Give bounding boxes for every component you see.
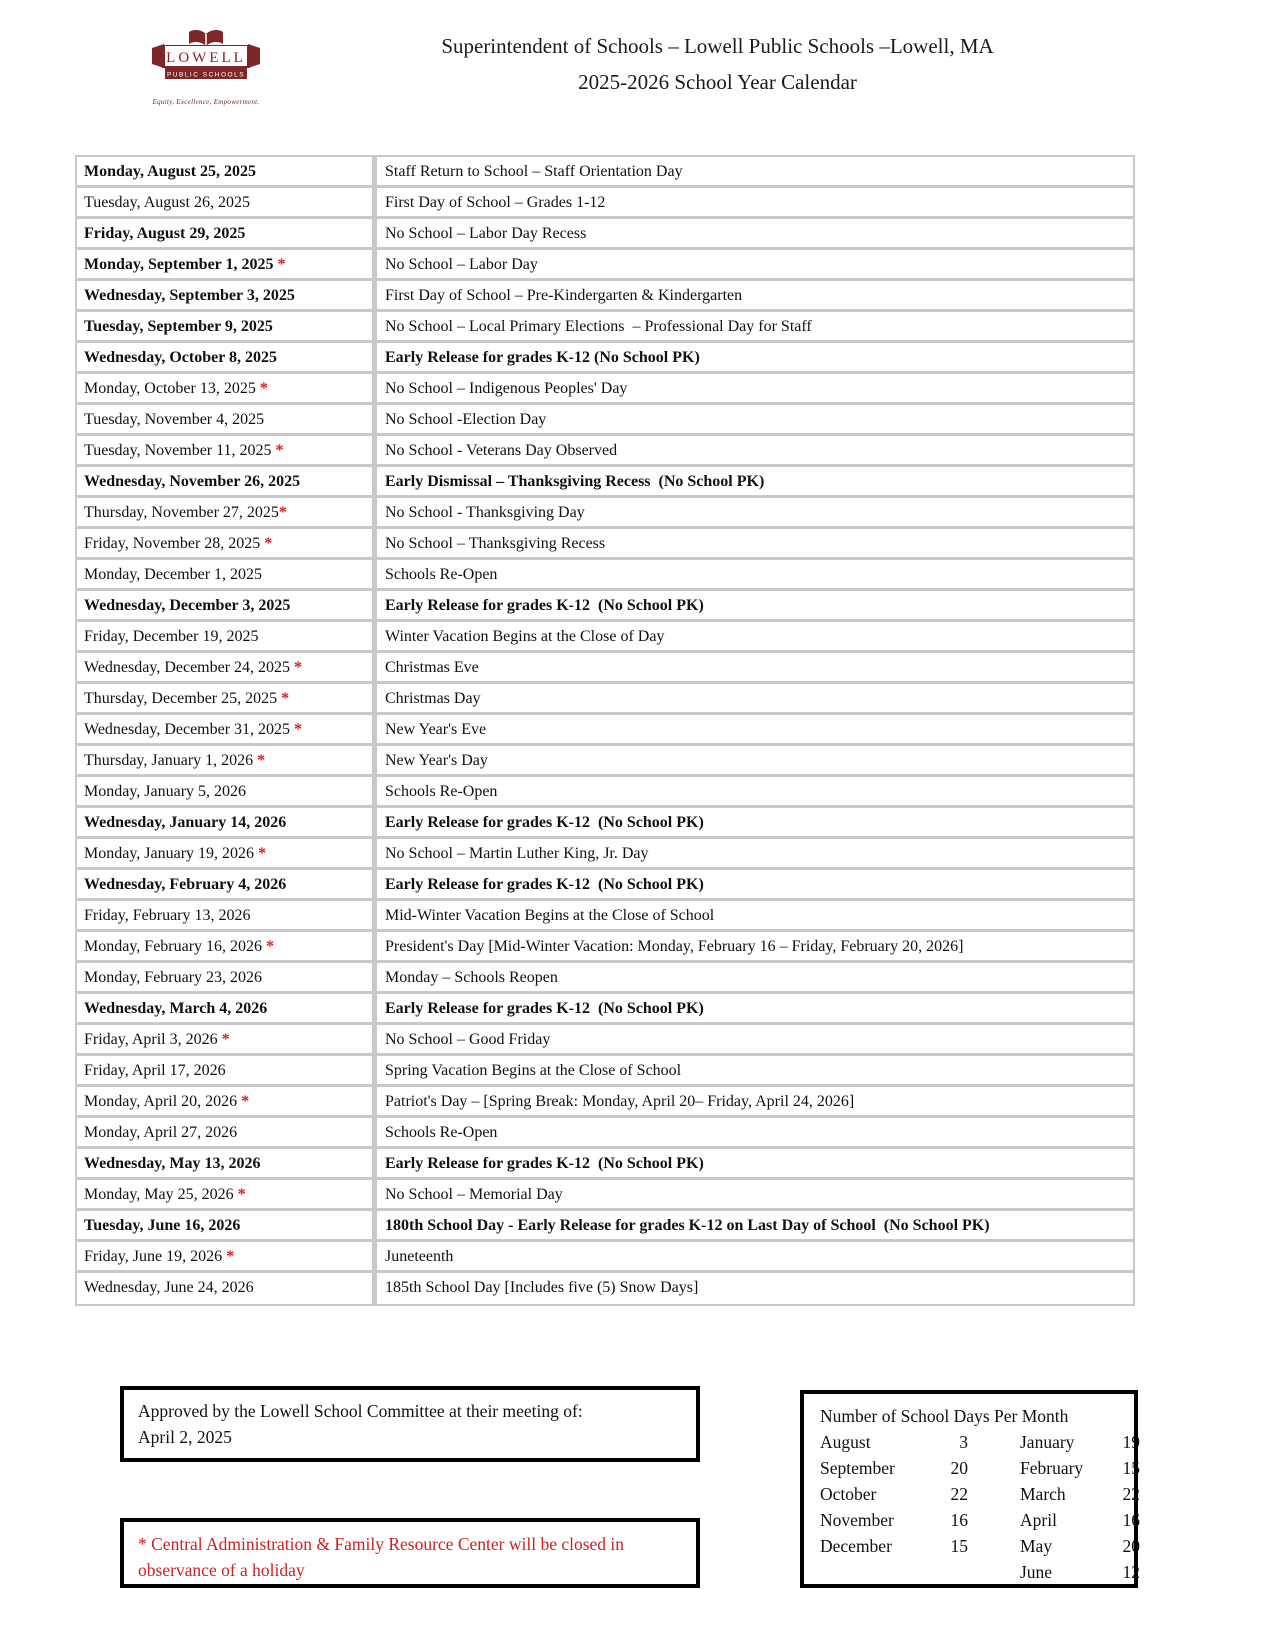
month-label: August [820, 1432, 871, 1452]
holiday-asterisk: * [273, 256, 286, 273]
event-description: Schools Re-Open [385, 566, 498, 583]
event-date: Friday, April 17, 2026 [77, 1056, 377, 1084]
event-date: Wednesday, December 31, 2025 * [77, 715, 377, 743]
holiday-asterisk: * [233, 1186, 246, 1203]
days-value: 20 [1122, 1536, 1140, 1556]
school-days-row [820, 1507, 1140, 1533]
days-value: 22 [1122, 1484, 1140, 1504]
table-row [77, 994, 1133, 1025]
holiday-asterisk: * [260, 535, 273, 552]
table-row [77, 808, 1133, 839]
days-value: 16 [1122, 1510, 1140, 1530]
table-row [77, 715, 1133, 746]
month-label: November [820, 1510, 894, 1530]
event-description: Early Release for grades K-12 (No School PK) [385, 1155, 704, 1172]
event-date: Tuesday, August 26, 2025 [77, 188, 377, 216]
event-date: Monday, February 23, 2026 [77, 963, 377, 991]
event-date: Wednesday, May 13, 2026 [77, 1149, 377, 1177]
event-description: 185th School Day [Includes five (5) Snow Days] [385, 1279, 699, 1296]
calendar-table [75, 155, 1135, 1306]
month-label: October [820, 1484, 877, 1504]
month-label: May [1020, 1536, 1053, 1556]
table-row [77, 901, 1133, 932]
table-row [77, 653, 1133, 684]
event-date: Friday, August 29, 2025 [77, 219, 377, 247]
event-description: Monday – Schools Reopen [385, 969, 558, 986]
month-label [820, 1559, 934, 1585]
event-date: Thursday, November 27, 2025* [77, 498, 377, 526]
approval-line2: April 2, 2025 [138, 1427, 232, 1447]
days-value [934, 1559, 968, 1585]
table-row [77, 374, 1133, 405]
event-date: Monday, May 25, 2026 * [77, 1180, 377, 1208]
school-days-row [820, 1559, 1140, 1585]
days-value: 20 [950, 1458, 968, 1478]
table-row [77, 498, 1133, 529]
table-row [77, 188, 1133, 219]
event-description: No School – Local Primary Elections – Professional Day for Staff [385, 318, 812, 335]
table-row [77, 405, 1133, 436]
table-row [77, 684, 1133, 715]
school-days-row [820, 1533, 1140, 1559]
table-row [77, 219, 1133, 250]
event-description: First Day of School – Grades 1-12 [385, 194, 606, 211]
holiday-asterisk: * [222, 1248, 235, 1265]
logo-tagline: Equity, Excellence, Empowerment. [152, 98, 260, 106]
days-value: 16 [950, 1510, 968, 1530]
event-description: Winter Vacation Begins at the Close of Day [385, 628, 665, 645]
event-date: Tuesday, September 9, 2025 [77, 312, 377, 340]
month-label: January [1020, 1432, 1075, 1452]
event-description: Early Release for grades K-12 (No School PK) [385, 349, 700, 366]
event-date: Friday, November 28, 2025 * [77, 529, 377, 557]
month-label: September [820, 1458, 895, 1478]
table-row [77, 157, 1133, 188]
event-date: Wednesday, September 3, 2025 [77, 281, 377, 309]
table-row [77, 839, 1133, 870]
table-row [77, 1242, 1133, 1273]
month-label: April [1020, 1510, 1057, 1530]
event-description: New Year's Eve [385, 721, 487, 738]
holiday-asterisk: * [271, 442, 284, 459]
table-row [77, 932, 1133, 963]
school-days-row [820, 1455, 1140, 1481]
table-row [77, 777, 1133, 808]
approval-box [120, 1386, 700, 1462]
event-date: Monday, January 19, 2026 * [77, 839, 377, 867]
event-date: Friday, April 3, 2026 * [77, 1025, 377, 1053]
event-description: 180th School Day - Early Release for grades K-12 on Last Day of School (No School PK) [385, 1217, 990, 1234]
event-description: Early Release for grades K-12 (No School PK) [385, 876, 704, 893]
event-date: Wednesday, December 3, 2025 [77, 591, 377, 619]
holiday-asterisk: * [290, 659, 303, 676]
table-row [77, 622, 1133, 653]
event-description: Patriot's Day – [Spring Break: Monday, April 20– Friday, April 24, 2026] [385, 1093, 855, 1110]
table-row [77, 963, 1133, 994]
svg-text:PUBLIC SCHOOLS: PUBLIC SCHOOLS [166, 71, 246, 79]
table-row [77, 281, 1133, 312]
event-description: No School - Thanksgiving Day [385, 504, 585, 521]
event-description: Spring Vacation Begins at the Close of School [385, 1062, 682, 1079]
document-title: Superintendent of Schools – Lowell Public Schools –Lowell, MA [441, 34, 994, 58]
holiday-asterisk: * [290, 721, 303, 738]
event-description: No School – Thanksgiving Recess [385, 535, 606, 552]
table-row [77, 560, 1133, 591]
holiday-asterisk: * [237, 1093, 250, 1110]
document-header [160, 34, 1275, 95]
month-label: December [820, 1536, 892, 1556]
event-description: No School – Memorial Day [385, 1186, 563, 1203]
event-date: Friday, December 19, 2025 [77, 622, 377, 650]
holiday-note-box [120, 1518, 700, 1588]
table-row [77, 250, 1133, 281]
event-description: New Year's Day [385, 752, 488, 769]
event-date: Monday, December 1, 2025 [77, 560, 377, 588]
table-row [77, 1118, 1133, 1149]
event-date: Wednesday, January 14, 2026 [77, 808, 377, 836]
table-row [77, 1211, 1133, 1242]
school-days-row [820, 1481, 1140, 1507]
event-description: Early Release for grades K-12 (No School PK) [385, 814, 704, 831]
svg-text:LOWELL: LOWELL [166, 50, 246, 66]
table-row [77, 1273, 1133, 1304]
event-date: Tuesday, June 16, 2026 [77, 1211, 377, 1239]
event-date: Wednesday, March 4, 2026 [77, 994, 377, 1022]
event-description: No School – Good Friday [385, 1031, 551, 1048]
event-description: No School - Veterans Day Observed [385, 442, 618, 459]
event-date: Monday, April 27, 2026 [77, 1118, 377, 1146]
event-date: Monday, August 25, 2025 [77, 157, 377, 185]
table-row [77, 1056, 1133, 1087]
table-row [77, 1025, 1133, 1056]
table-row [77, 591, 1133, 622]
holiday-asterisk: * [254, 845, 267, 862]
event-date: Friday, June 19, 2026 * [77, 1242, 377, 1270]
school-days-box [800, 1390, 1138, 1588]
table-row [77, 343, 1133, 374]
table-row [77, 1180, 1133, 1211]
event-description: Early Release for grades K-12 (No School PK) [385, 1000, 704, 1017]
event-date: Thursday, December 25, 2025 * [77, 684, 377, 712]
event-description: Schools Re-Open [385, 1124, 498, 1141]
table-row [77, 467, 1133, 498]
holiday-asterisk: * [217, 1031, 230, 1048]
event-description: Christmas Eve [385, 659, 479, 676]
event-date: Thursday, January 1, 2026 * [77, 746, 377, 774]
table-row [77, 529, 1133, 560]
holiday-asterisk: * [255, 380, 268, 397]
event-description: No School -Election Day [385, 411, 547, 428]
days-value: 22 [950, 1484, 968, 1504]
event-description: No School – Labor Day Recess [385, 225, 587, 242]
event-date: Wednesday, November 26, 2025 [77, 467, 377, 495]
event-date: Monday, October 13, 2025 * [77, 374, 377, 402]
event-date: Monday, February 16, 2026 * [77, 932, 377, 960]
event-description: President's Day [Mid-Winter Vacation: Monday, February 16 – Friday, February 20, 2026] [385, 938, 964, 955]
holiday-note-text: * Central Administration & Family Resource Center will be closed in observance of a holiday [138, 1534, 625, 1580]
event-date: Tuesday, November 4, 2025 [77, 405, 377, 433]
event-description: Christmas Day [385, 690, 481, 707]
month-label: February [1020, 1458, 1084, 1478]
holiday-asterisk: * [262, 938, 275, 955]
days-value: 15 [1122, 1458, 1140, 1478]
holiday-asterisk: * [277, 690, 290, 707]
month-label: March [1020, 1484, 1066, 1504]
event-description: Mid-Winter Vacation Begins at the Close of School [385, 907, 715, 924]
event-description: No School – Martin Luther King, Jr. Day [385, 845, 649, 862]
event-date: Wednesday, October 8, 2025 [77, 343, 377, 371]
event-date: Wednesday, December 24, 2025 * [77, 653, 377, 681]
document-subtitle: 2025-2026 School Year Calendar [578, 70, 857, 94]
days-value: 3 [959, 1432, 968, 1452]
table-row [77, 870, 1133, 901]
days-value: 12 [1122, 1562, 1140, 1582]
event-description: First Day of School – Pre-Kindergarten & Kindergarten [385, 287, 743, 304]
table-row [77, 1149, 1133, 1180]
event-description: Early Release for grades K-12 (No School PK) [385, 597, 704, 614]
event-description: No School – Labor Day [385, 256, 538, 273]
event-description: Juneteenth [385, 1248, 454, 1265]
table-row [77, 746, 1133, 777]
table-row [77, 312, 1133, 343]
school-days-title: Number of School Days Per Month [820, 1406, 1069, 1426]
school-days-table [820, 1429, 1140, 1585]
event-date: Wednesday, February 4, 2026 [77, 870, 377, 898]
event-description: Schools Re-Open [385, 783, 498, 800]
holiday-asterisk: * [278, 504, 287, 521]
school-days-row [820, 1429, 1140, 1455]
event-date: Tuesday, November 11, 2025 * [77, 436, 377, 464]
table-row [77, 436, 1133, 467]
days-value: 15 [950, 1536, 968, 1556]
days-value: 19 [1122, 1432, 1140, 1452]
event-description: No School – Indigenous Peoples' Day [385, 380, 628, 397]
event-description: Early Dismissal – Thanksgiving Recess (No School PK) [385, 473, 765, 490]
holiday-asterisk: * [253, 752, 266, 769]
event-date: Monday, January 5, 2026 [77, 777, 377, 805]
month-label: June [1020, 1562, 1053, 1582]
event-date: Monday, September 1, 2025 * [77, 250, 377, 278]
event-description: Staff Return to School – Staff Orientation Day [385, 163, 683, 180]
event-date: Friday, February 13, 2026 [77, 901, 377, 929]
table-row [77, 1087, 1133, 1118]
approval-line1: Approved by the Lowell School Committee at their meeting of: [138, 1401, 583, 1421]
event-date: Monday, April 20, 2026 * [77, 1087, 377, 1115]
event-date: Wednesday, June 24, 2026 [77, 1273, 377, 1304]
